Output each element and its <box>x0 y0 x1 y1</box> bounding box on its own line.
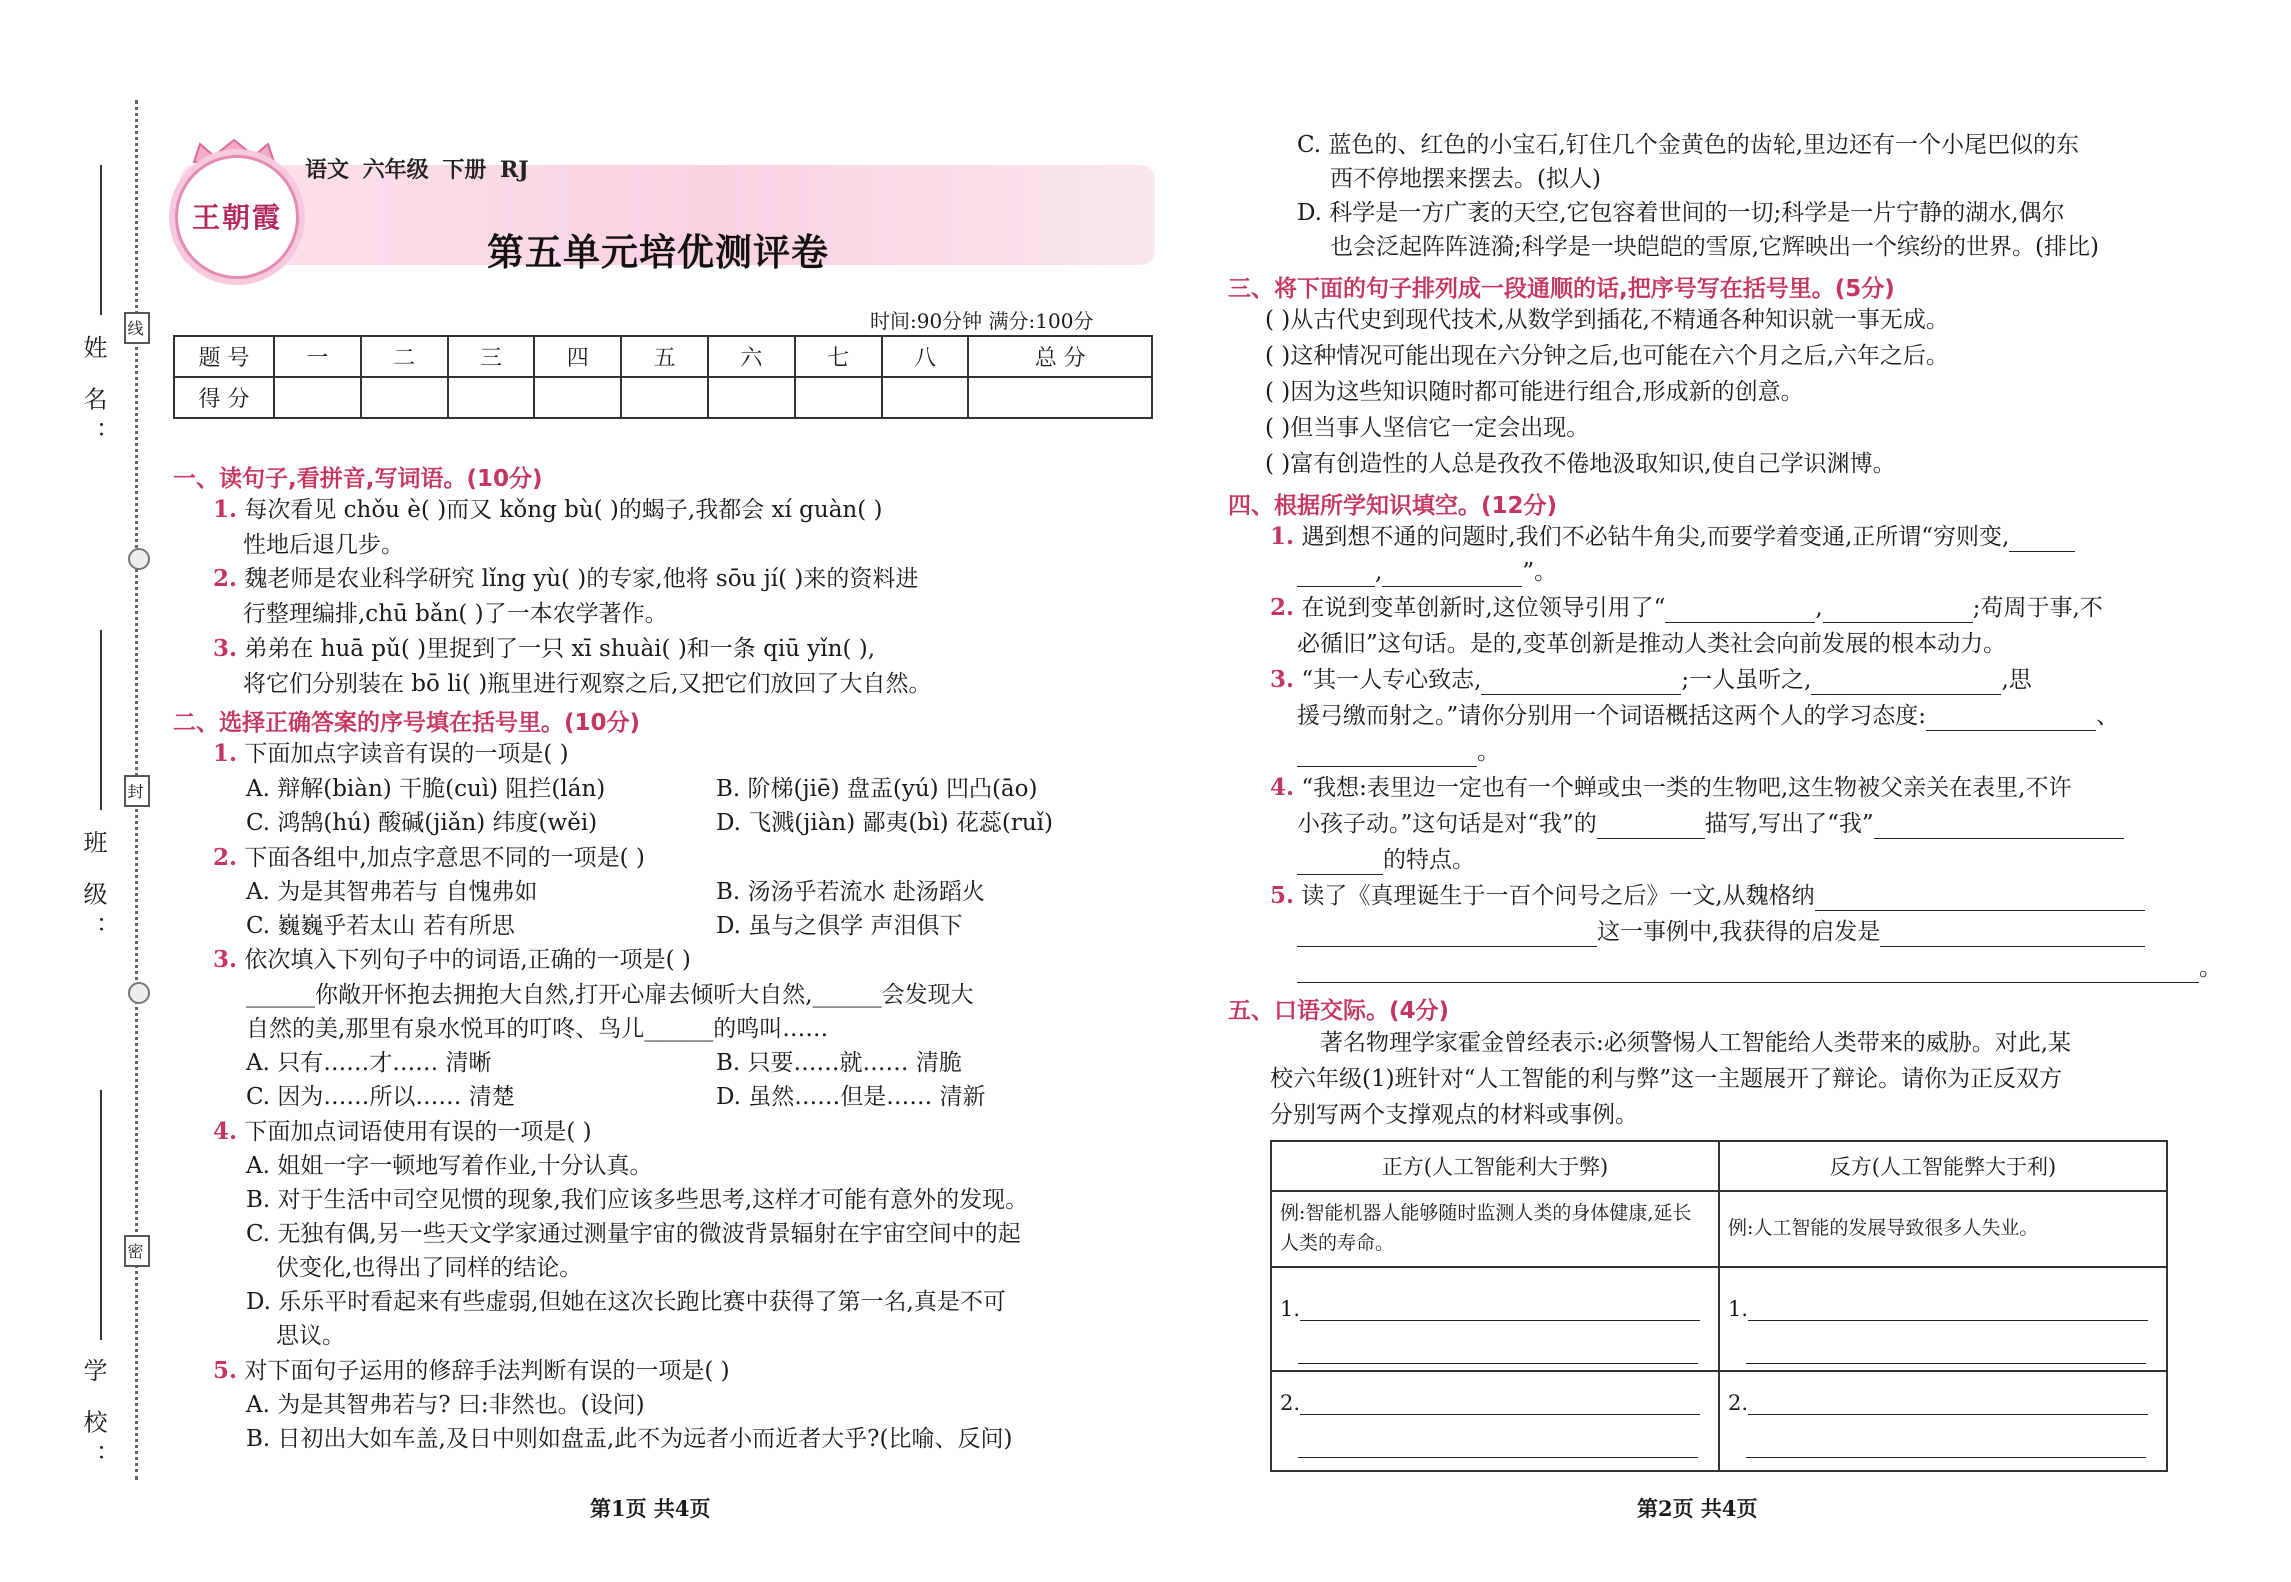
answer-blank[interactable] <box>1298 1339 1698 1364</box>
option-d-cont: 也会泛起阵阵涟漪;科学是一块皑皑的雪原,它辉映出一个缤纷的世界。(排比) <box>1330 234 2100 260</box>
debate-header-row <box>1271 1141 2167 1191</box>
question-line <box>213 1356 730 1386</box>
debate-answer-row <box>1271 1267 2167 1371</box>
answer-number: 2. <box>1728 1391 1749 1415</box>
question-text: 在说到变革创新时,这位领导引用了“ <box>1301 595 1666 621</box>
pro-answer-1[interactable] <box>1271 1267 1719 1371</box>
score-input-cell[interactable] <box>274 377 361 418</box>
question-text: “我想:表里边一定也有一个蝉或虫一类的生物吧,这生物被父亲关在表里,不许 <box>1301 775 2072 801</box>
question-number: 3. <box>213 946 238 973</box>
question-text: 对下面句子运用的修辞手法判断有误的一项是( ) <box>244 1358 730 1384</box>
school-label: 学 校： <box>79 1358 107 1478</box>
con-header: 反方(人工智能弊大于利) <box>1719 1141 2167 1191</box>
answer-blank[interactable] <box>1815 886 2145 911</box>
answer-blank[interactable] <box>1481 670 1681 695</box>
answer-blank[interactable] <box>1746 1339 2146 1364</box>
score-cell: 五 <box>621 336 708 377</box>
answer-blank[interactable] <box>1382 562 1522 587</box>
seal-box: 线 <box>124 312 150 344</box>
question-text: 。 <box>1477 739 1500 765</box>
option-b: B. 日初出大如车盖,及日中则如盘盂,此不为远者小而近者大乎?(比喻、反问) <box>246 1426 1013 1452</box>
question-text: 行整理编排,chū bǎn( )了一本农学著作。 <box>243 601 668 627</box>
question-text: 魏老师是农业科学研究 lǐng yù( )的专家,他将 sōu jí( )来的资料进 <box>244 566 919 592</box>
question-text: ;一人虽听之, <box>1681 667 1812 693</box>
con-answer-1[interactable] <box>1719 1267 2167 1371</box>
question-number: 3. <box>1270 666 1295 693</box>
question-line <box>213 739 569 769</box>
answer-number: 1. <box>1280 1297 1301 1321</box>
question-text: , <box>1375 559 1383 585</box>
ordering-item: ( )从古代史到现代技术,从数学到插花,不精通各种知识就一事无成。 <box>1265 307 1949 333</box>
question-line <box>1297 701 2119 731</box>
question-line <box>1297 917 2145 947</box>
answer-blank[interactable] <box>1665 598 1815 623</box>
answer-blank[interactable] <box>1297 958 2199 983</box>
brand-logo-text: 王朝霞 <box>191 201 282 234</box>
question-text: 读了《真理诞生于一百个问号之后》一文,从魏格纳 <box>1301 883 1815 909</box>
question-number: 1. <box>213 496 238 523</box>
option-c: C. 因为……所以…… 清楚 <box>246 1084 515 1110</box>
answer-blank[interactable] <box>1811 670 2001 695</box>
punch-hole-icon <box>128 548 150 570</box>
option-c-cont: 西不停地摆来摆去。(拟人) <box>1330 166 1601 192</box>
answer-blank[interactable] <box>1297 922 1597 947</box>
ordering-item: ( )富有创造性的人总是孜孜不倦地汲取知识,使自己学识渊博。 <box>1265 451 1896 477</box>
option-d: D. 乐乐平时看起来有些虚弱,但她在这次长跑比赛中获得了第一名,真是不可 <box>246 1289 1006 1315</box>
answer-blank[interactable] <box>1300 1296 1700 1321</box>
score-cell: 七 <box>795 336 882 377</box>
question-text: 、 <box>2096 703 2120 729</box>
option-d: D. 虽与之俱学 声泪俱下 <box>716 913 963 939</box>
question-number: 2. <box>1270 594 1295 621</box>
question-number: 5. <box>213 1357 238 1384</box>
answer-blank[interactable] <box>1926 706 2096 731</box>
score-input-cell[interactable] <box>361 377 448 418</box>
score-input-cell[interactable] <box>968 377 1152 418</box>
question-line <box>1297 845 1475 875</box>
question-text: 下面各组中,加点字意思不同的一项是( ) <box>244 845 645 871</box>
school-blank-line <box>100 1090 102 1340</box>
ordering-item: ( )但当事人坚信它一定会出现。 <box>1265 415 1590 441</box>
option-d: D. 科学是一方广袤的天空,它包容着世间的一切;科学是一片宁静的湖水,偶尔 <box>1297 200 2065 226</box>
con-example: 例:人工智能的发展导致很多人失业。 <box>1719 1191 2167 1267</box>
question-number: 1. <box>1270 523 1295 550</box>
answer-blank[interactable] <box>1748 1296 2148 1321</box>
question-text: 依次填入下列句子中的词语,正确的一项是( ) <box>244 947 691 973</box>
option-c: C. 巍巍乎若太山 若有所思 <box>246 913 515 939</box>
pro-answer-2[interactable] <box>1271 1371 1719 1471</box>
con-answer-2[interactable] <box>1719 1371 2167 1471</box>
name-label: 姓 名： <box>79 335 107 455</box>
option-b: B. 汤汤乎若流水 赴汤蹈火 <box>716 879 985 905</box>
question-text: 这一事例中,我获得的启发是 <box>1597 919 1881 945</box>
question-line <box>1297 809 2124 839</box>
class-label: 班 级： <box>79 830 107 950</box>
brand-logo <box>175 155 299 279</box>
page-number-left: 第1页 共4页 <box>590 1496 711 1521</box>
question-text: 描写,写出了“我” <box>1704 811 1874 837</box>
question-text: 每次看见 chǒu è( )而又 kǒng bù( )的蝎子,我都会 xí guàn( ) <box>244 497 883 523</box>
question-text: 自然的美,那里有泉水悦耳的叮咚、鸟儿______的鸣叫…… <box>246 1016 829 1042</box>
option-c-cont: 伏变化,也得出了同样的结论。 <box>276 1255 583 1281</box>
answer-blank[interactable] <box>1297 850 1383 875</box>
answer-blank[interactable] <box>1880 922 2145 947</box>
question-line <box>1297 557 1557 587</box>
option-b: B. 对于生活中司空见惯的现象,我们应该多些思考,这样才可能有意外的发现。 <box>246 1187 1029 1213</box>
paragraph-text: 分别写两个支撑观点的材料或事例。 <box>1270 1102 1638 1128</box>
option-c: C. 无独有偶,另一些天文学家通过测量宇宙的微波背景辐射在宇宙空间中的起 <box>246 1221 1021 1247</box>
debate-table <box>1270 1140 2168 1472</box>
option-a: A. 为是其智弗若与 自愧弗如 <box>246 879 538 905</box>
question-line <box>213 495 883 525</box>
question-text: 的特点。 <box>1383 847 1475 873</box>
section-1-title: 一、读句子,看拼音,写词语。(10分) <box>173 466 543 492</box>
question-number: 2. <box>213 844 238 871</box>
score-cell: 二 <box>361 336 448 377</box>
score-input-cell[interactable] <box>795 377 882 418</box>
question-line <box>1270 773 2071 803</box>
section-2-title: 二、选择正确答案的序号填在括号里。(10分) <box>173 710 641 736</box>
page-number-right: 第2页 共4页 <box>1637 1496 1758 1521</box>
answer-number: 2. <box>1280 1391 1301 1415</box>
score-input-cell[interactable] <box>534 377 621 418</box>
answer-number: 1. <box>1728 1297 1749 1321</box>
question-text: 下面加点字读音有误的一项是( ) <box>244 741 569 767</box>
question-line <box>213 1117 592 1147</box>
time-score-info: 时间:90分钟 满分:100分 <box>870 309 1094 333</box>
section-5-title: 五、口语交际。(4分) <box>1228 998 1450 1024</box>
question-number: 4. <box>213 1118 238 1145</box>
score-cell: 八 <box>882 336 969 377</box>
question-line <box>213 945 691 975</box>
option-c: C. 蓝色的、红色的小宝石,钉住几个金黄色的齿轮,里边还有一个小尾巴似的东 <box>1297 132 2080 158</box>
question-text: 性地后退几步。 <box>243 532 404 558</box>
answer-blank[interactable] <box>2009 527 2075 552</box>
option-b: B. 只要……就…… 清脆 <box>716 1050 962 1076</box>
question-line <box>1270 881 2145 911</box>
score-input-cell[interactable] <box>448 377 535 418</box>
question-text: 将它们分别装在 bō li( )瓶里进行观察之后,又把它们放回了大自然。 <box>243 671 932 697</box>
score-table-score-row <box>174 377 1152 418</box>
class-blank-line <box>100 630 102 810</box>
option-a: A. 只有……才…… 清晰 <box>246 1050 492 1076</box>
seal-box: 封 <box>124 775 150 807</box>
score-input-cell[interactable] <box>708 377 795 418</box>
question-text: 遇到想不通的问题时,我们不必钻牛角尖,而要学着变通,正所谓“穷则变, <box>1301 524 2010 550</box>
question-text: , <box>1815 595 1823 621</box>
punch-hole-icon <box>128 982 150 1004</box>
question-number: 3. <box>213 635 238 662</box>
score-input-cell[interactable] <box>621 377 708 418</box>
question-text: 援弓缴而射之。”请你分别用一个词语概括这两个人的学习态度: <box>1297 703 1927 729</box>
score-cell: 得 分 <box>174 377 274 418</box>
score-cell: 六 <box>708 336 795 377</box>
question-text: ,思 <box>2001 667 2032 693</box>
question-line <box>213 634 875 664</box>
question-line <box>1270 593 2103 623</box>
option-d-cont: 思议。 <box>276 1323 345 1349</box>
score-cell: 一 <box>274 336 361 377</box>
name-blank-line <box>100 165 102 315</box>
option-d: D. 虽然……但是…… 清新 <box>716 1084 986 1110</box>
question-line <box>1270 665 2032 695</box>
answer-blank[interactable] <box>1874 814 2124 839</box>
question-text: 弟弟在 huā pǔ( )里捉到了一只 xī shuài( )和一条 qiū yǐn( ), <box>244 636 876 662</box>
answer-blank[interactable] <box>1823 598 1973 623</box>
score-cell: 总 分 <box>968 336 1152 377</box>
question-text: ;苟周于事,不 <box>1972 595 2103 621</box>
debate-answer-row <box>1271 1371 2167 1471</box>
answer-blank[interactable] <box>1300 1390 1700 1415</box>
answer-blank[interactable] <box>1746 1433 2146 1458</box>
seal-box: 密 <box>124 1235 150 1267</box>
option-c: C. 鸿鹄(hú) 酸碱(jiǎn) 纬度(wěi) <box>246 810 598 836</box>
score-cell: 题 号 <box>174 336 274 377</box>
question-text: “其一人专心致志, <box>1301 667 1482 693</box>
question-number: 1. <box>213 740 238 767</box>
debate-example-row <box>1271 1191 2167 1267</box>
section-4-title: 四、根据所学知识填空。(12分) <box>1228 493 1558 519</box>
score-table-header-row <box>174 336 1152 377</box>
ordering-item: ( )因为这些知识随时都可能进行组合,形成新的创意。 <box>1265 379 1804 405</box>
score-cell: 四 <box>534 336 621 377</box>
question-line <box>213 564 918 594</box>
option-a: A. 姐姐一字一顿地写着作业,十分认真。 <box>246 1153 653 1179</box>
score-table <box>173 335 1153 419</box>
question-number: 2. <box>213 565 238 592</box>
section-3-title: 三、将下面的句子排列成一段通顺的话,把序号写在括号里。(5分) <box>1228 276 1895 302</box>
question-text: 下面加点词语使用有误的一项是( ) <box>244 1119 592 1145</box>
ordering-item: ( )这种情况可能出现在六分钟之后,也可能在六个月之后,六年之后。 <box>1265 343 1949 369</box>
pro-header: 正方(人工智能利大于弊) <box>1271 1141 1719 1191</box>
answer-blank[interactable] <box>1597 814 1705 839</box>
option-a: A. 为是其智弗若与? 曰:非然也。(设问) <box>246 1392 645 1418</box>
question-line <box>1297 953 2222 983</box>
score-input-cell[interactable] <box>882 377 969 418</box>
option-d: D. 飞溅(jiàn) 鄙夷(bì) 花蕊(ruǐ) <box>716 810 1053 836</box>
question-text: 。 <box>2199 955 2222 981</box>
page-title: 第五单元培优测评卷 <box>487 231 829 274</box>
answer-blank[interactable] <box>1297 562 1375 587</box>
question-line <box>1297 737 1500 767</box>
question-number: 4. <box>1270 774 1295 801</box>
paragraph-text: 校六年级(1)班针对“人工智能的利与弊”这一主题展开了辩论。请你为正反双方 <box>1270 1066 2063 1092</box>
option-a: A. 辩解(biàn) 干脆(cuì) 阻拦(lán) <box>246 776 606 802</box>
question-text: ______你敞开怀抱去拥抱大自然,打开心扉去倾听大自然,______会发现大 <box>246 982 974 1008</box>
pro-example: 例:智能机器人能够随时监测人类的身体健康,延长人类的寿命。 <box>1271 1191 1719 1267</box>
answer-blank[interactable] <box>1298 1433 1698 1458</box>
question-line <box>1270 522 2075 552</box>
subject-label: 语文 六年级 下册 RJ <box>305 157 529 183</box>
option-b: B. 阶梯(jiē) 盘盂(yú) 凹凸(āo) <box>716 776 1038 802</box>
question-text: 必循旧”这句话。是的,变革创新是推动人类社会向前发展的根本动力。 <box>1297 631 2007 657</box>
answer-blank[interactable] <box>1748 1390 2148 1415</box>
question-line <box>213 843 645 873</box>
answer-blank[interactable] <box>1297 742 1477 767</box>
question-text: 小孩子动。”这句话是对“我”的 <box>1297 811 1597 837</box>
paragraph-text: 著名物理学家霍金曾经表示:必须警惕人工智能给人类带来的威胁。对此,某 <box>1320 1030 2072 1056</box>
question-text: ”。 <box>1522 559 1558 585</box>
question-number: 5. <box>1270 882 1295 909</box>
score-cell: 三 <box>448 336 535 377</box>
